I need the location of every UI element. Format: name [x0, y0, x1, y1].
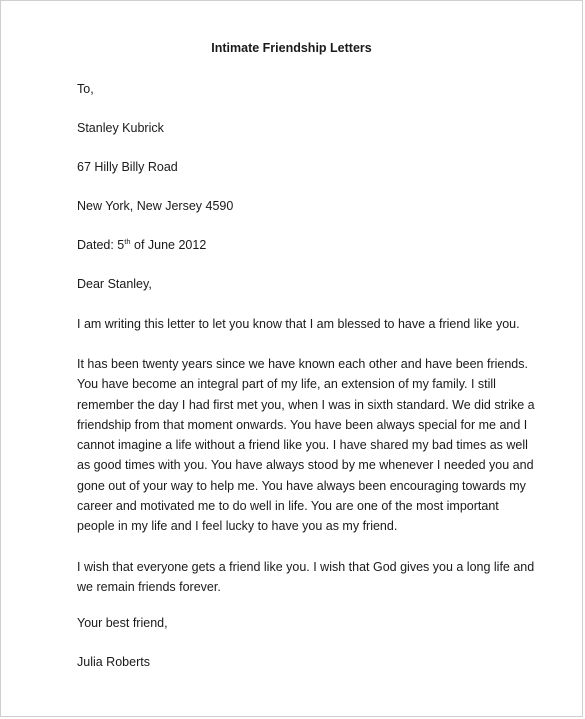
paragraph-2-line: You have become an integral part of my life, an extension of my family. I still — [77, 377, 496, 392]
closing: Your best friend, — [77, 616, 168, 630]
paragraph-2-line: people in my life and I feel lucky to have you as my friend. — [77, 519, 398, 534]
signature-name: Julia Roberts — [77, 655, 150, 669]
date-rest: of June 2012 — [130, 238, 207, 252]
document-title: Intimate Friendship Letters — [211, 41, 372, 55]
paragraph-2-line: cannot imagine a life without a friend like you. I have shared my bad times as well — [77, 438, 528, 453]
paragraph-2-line: It has been twenty years since we have known each other and have been friends. — [77, 357, 528, 371]
paragraph-2-line: as good times with you. You have always stood by me whenever I needed you and — [77, 458, 534, 473]
paragraph-2 — [77, 354, 535, 537]
paragraph-2-line: gone out of your way to help me. You have always been encouraging towards my — [77, 478, 526, 493]
paragraph-3 — [77, 557, 535, 598]
paragraph-2-line: remember the day I had first met you, when I was in sixth standard. We did strike a — [77, 397, 535, 412]
recipient-name: Stanley Kubrick — [77, 121, 164, 135]
address-line-2: New York, New Jersey 4590 — [77, 199, 234, 213]
salutation: Dear Stanley, — [77, 277, 152, 291]
paragraph-3-line: we remain friends forever. — [77, 580, 221, 595]
paragraph-3-line: I wish that everyone gets a friend like you. I wish that God gives you a long life and — [77, 560, 535, 574]
address-line-1: 67 Hilly Billy Road — [77, 160, 178, 174]
paragraph-2-line: career and motivated me to do well in life. You are one of the most important — [77, 499, 499, 514]
paragraph-1 — [77, 314, 527, 334]
date-prefix: Dated: 5 — [77, 238, 125, 252]
paragraph-1-line: I am writing this letter to let you know that I am blessed to have a friend like you. — [77, 317, 520, 331]
date-ordinal-suffix: th — [124, 237, 131, 246]
date-line — [77, 238, 206, 252]
to-label: To, — [77, 82, 94, 96]
paragraph-2-line: friendship from that moment onwards. You have been always special for me and I — [77, 417, 528, 432]
